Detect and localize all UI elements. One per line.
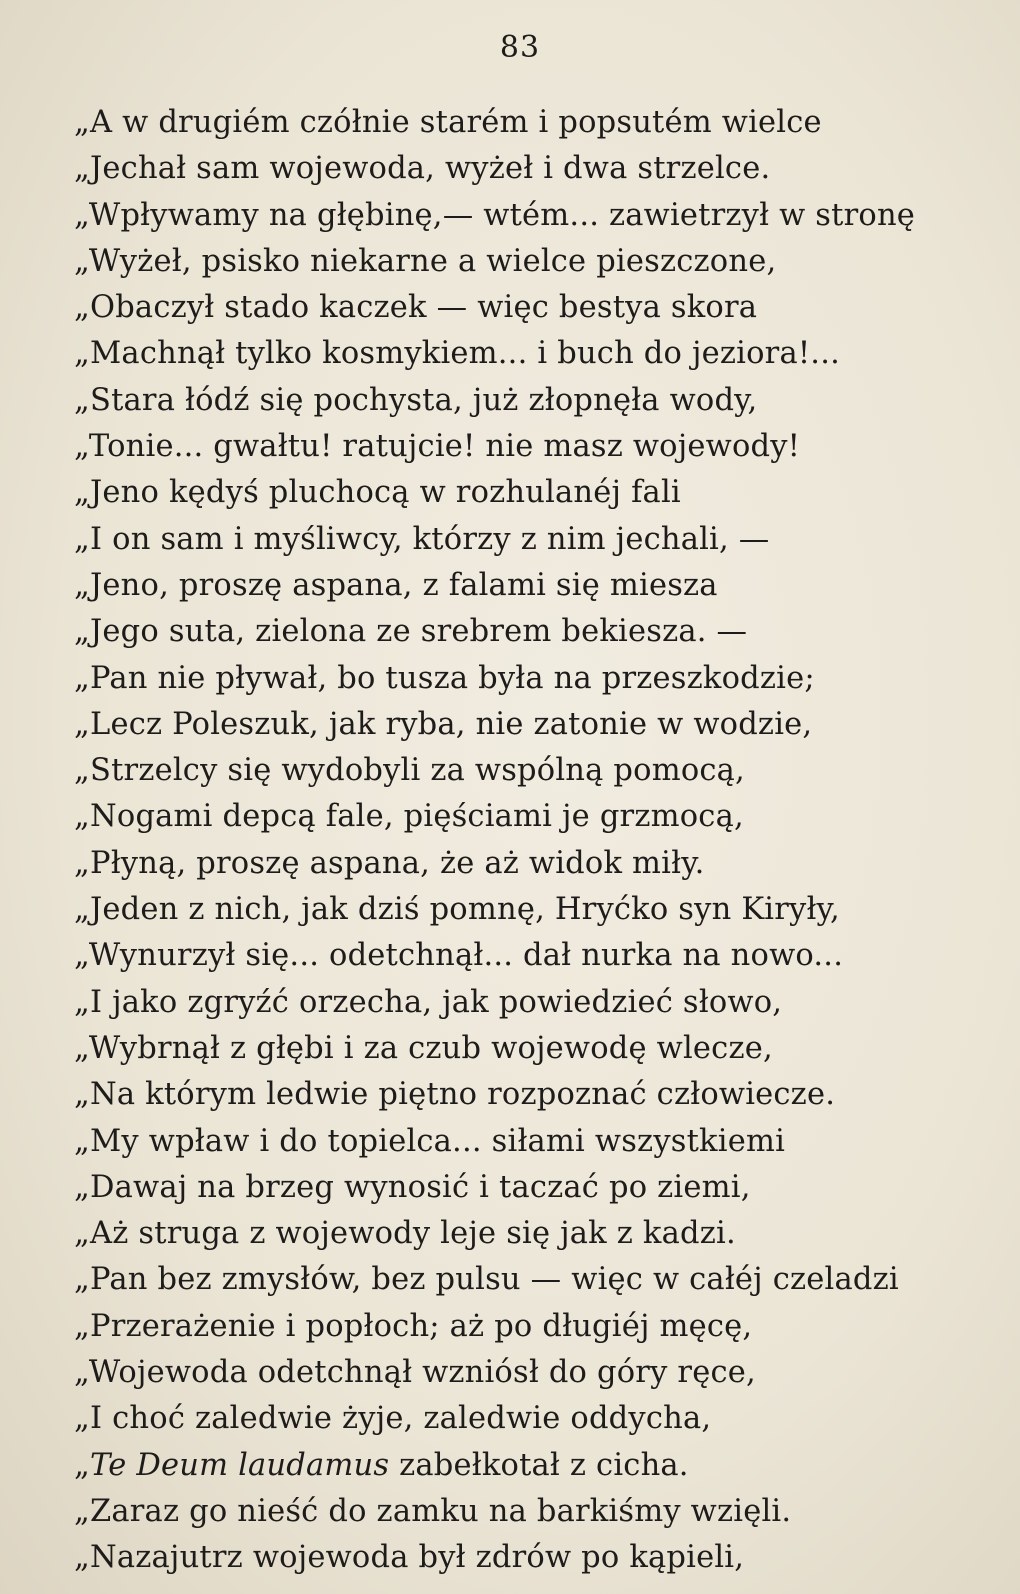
latin-phrase: Te Deum laudamus — [90, 1447, 390, 1483]
verse-line: „I on sam i myśliwcy, którzy z nim jechali, — — [74, 521, 770, 557]
verse-line: „Nazajutrz wojewoda był zdrów po kąpieli, — [74, 1540, 745, 1576]
quote-mark: „ — [74, 1447, 91, 1483]
page-number: 83 — [499, 30, 541, 65]
verse-line: „Tonie... gwałtu! ratujcie! nie masz wojewody! — [74, 429, 801, 465]
verse-line: „Aż struga z wojewody leje się jak z kadzi. — [74, 1216, 736, 1252]
verse-line: „I choć zaledwie żyje, zaledwie oddycha, — [74, 1401, 712, 1437]
verse-line: „Na którym ledwie piętno rozpoznać człowiecze. — [74, 1077, 836, 1113]
verse-line: „Jeno, proszę aspana, z falami się miesza — [74, 567, 718, 603]
verse-line: „Płyną, proszę aspana, że aż widok miły. — [74, 845, 705, 881]
verse-line: „A w drugiém czółnie starém i popsutém wielce — [74, 105, 822, 140]
verse-line: „Jeno kędyś pluchocą w rozhulanéj fali — [74, 475, 681, 511]
verse-line: „Stara łódź się pochysta, już złopnęła wody, — [74, 382, 758, 418]
verse-line: „Nogami depcą fale, pięściami je grzmocą, — [74, 799, 744, 835]
verse-line: „Zaraz go nieść do zamku na barkiśmy wzięli. — [74, 1493, 792, 1529]
verse-line: „Wpływamy na głębinę,— wtém... zawietrzył w stronę — [74, 197, 916, 233]
verse-line: „Pan nie pływał, bo tusza była na przeszkodzie; — [74, 660, 815, 696]
poem-text — [74, 100, 954, 1582]
verse-line: „Jechał sam wojewoda, wyżeł i dwa strzelce. — [74, 151, 771, 187]
verse-line: „Wynurzył się... odetchnął... dał nurka na nowo... — [74, 938, 844, 974]
verse-line: „Dawaj na brzeg wynosić i taczać po ziemi, — [74, 1169, 751, 1205]
verse-line: „Wyżeł, psisko niekarne a wielce pieszczone, — [74, 243, 777, 279]
verse-line-latin — [74, 1443, 954, 1489]
verse-line-rest: zabełkotał z cicha. — [389, 1447, 689, 1483]
verse-line: „Pan bez zmysłów, bez pulsu — więc w całéj czeladzi — [74, 1262, 899, 1298]
verse-line: „Strzelcy się wydobyli za wspólną pomocą, — [74, 753, 745, 789]
verse-line: „My wpław i do topielca... siłami wszystkiemi — [74, 1123, 786, 1159]
verse-line: „Obaczył stado kaczek — więc bestya skora — [74, 290, 758, 326]
verse-line: „Wojewoda odetchnął wzniósł do góry ręce, — [74, 1355, 756, 1391]
verse-line: „Jego suta, zielona ze srebrem bekiesza. — — [74, 614, 748, 650]
verse-line: „Lecz Poleszuk, jak ryba, nie zatonie w wodzie, — [74, 706, 813, 742]
verse-line: „I jako zgryźć orzecha, jak powiedzieć słowo, — [74, 984, 783, 1020]
verse-line: „Wybrnął z głębi i za czub wojewodę wlecze, — [74, 1030, 773, 1066]
verse-line: „Przerażenie i popłoch; aż po długiéj męcę, — [74, 1308, 753, 1344]
verse-line: „Jeden z nich, jak dziś pomnę, Hryćko syn Kiryły, — [74, 892, 840, 928]
verse-line: „Machnął tylko kosmykiem... i buch do jeziora!... — [74, 336, 840, 372]
